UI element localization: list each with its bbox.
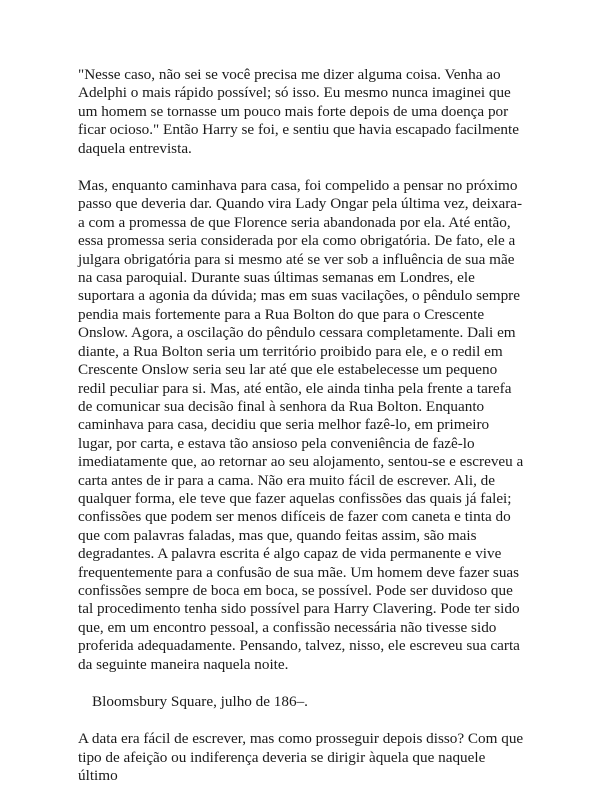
paragraph-closing: A data era fácil de escrever, mas como prosseguir depois disso? Com que tipo de afeição ou indiferença deveria se dirigir àquela que naquele último (78, 730, 524, 785)
paragraph-opening: "Nesse caso, não sei se você precisa me dizer alguma coisa. Venha ao Adelphi o mais rápido possível; só isso. Eu mesmo nunca imaginei que um homem se tornasse um pouco mais forte depois de uma doença por ficar ocioso." Então Harry se foi, e sentiu que havia escapado facilmente daquela entrevista. (78, 66, 519, 157)
paragraph-main: Mas, enquanto caminhava para casa, foi compelido a pensar no próximo passo que deveria dar. Quando vira Lady Ongar pela última vez, deixara-a com a promessa de que Florence seria abandonada por ela. Até então, essa promessa seria considerada por ela como obrigatória. De fato, ele a julgara obrigatória para si mesmo até se ver sob a influência de sua mãe na casa paroquial. Durante suas últimas semanas em Londres, ele suportara a agonia da dúvida; mas em suas vacilações, o pêndulo sempre pendia mais fortemente para a Rua Bolton do que para o Crescente Onslow. Agora, a oscilação do pêndulo cessara completamente. Dali em diante, a Rua Bolton seria um território proibido para ele, e o redil em Crescente Onslow seria seu lar até que ele estabelecesse um pequeno redil peculiar para si. Mas, até então, ele ainda tinha pela frente a tarefa de comunicar sua decisão final à senhora da Rua Bolton. Enquanto caminhava para casa, decidiu que seria melhor fazê-lo, em primeiro lugar, por carta, e estava tão ansioso pela conveniência de fazê-lo imediatamente que, ao retornar ao seu alojamento, sentou-se e escreveu a carta antes de ir para a cama. Não era muito fácil de escrever. Ali, de qualquer forma, ele teve que fazer aquelas confissões das quais já falei; confissões que podem ser menos difíceis de fazer com caneta e tinta do que com palavras faladas, mas que, quando feitas assim, são mais degradantes. A palavra escrita é algo capaz de vida permanente e vive frequentemente para a confusão de sua mãe. Um homem deve fazer suas confissões sempre de boca em boca, se possível. Pode ser duvidoso que tal procedimento tenha sido possível para Harry Clavering. Pode ter sido que, em um encontro pessoal, a confissão necessária não tivesse sido proferida adequadamente. Pensando, talvez, nisso, ele escreveu sua carta da seguinte maneira naquela noite. (78, 177, 524, 673)
document-page (78, 66, 526, 805)
letter-dateline: Bloomsbury Square, julho de 186–. (92, 693, 308, 710)
